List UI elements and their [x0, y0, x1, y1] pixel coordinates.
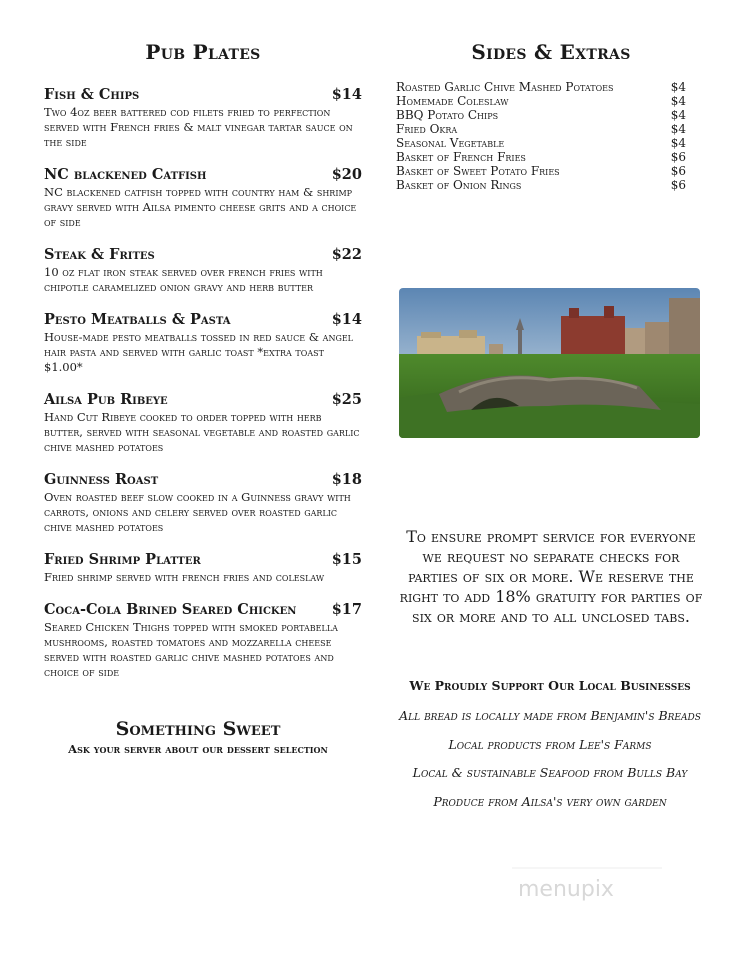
side-name: BBQ Potato Chips [396, 108, 499, 122]
item-description: Hand Cut Ribeye cooked to order topped with herb butter, served with seasonal vegetable and roasted garlic chive mashed potatoes [44, 410, 360, 454]
list-item [396, 164, 706, 178]
item-name: Fish & Chips [44, 86, 140, 103]
side-price: $4 [670, 136, 686, 150]
item-price: $17 [331, 601, 362, 618]
item-description: Oven roasted beef slow cooked in a Guinness gravy with carrots, onions and celery served over roasted garlic chive mashed potatoes [44, 490, 351, 534]
dessert-title: Something Sweet [115, 718, 281, 740]
side-price: $4 [670, 80, 686, 94]
dessert-subtitle: Ask your server about our dessert selection [68, 742, 328, 756]
support-title: We Proudly Support Our Local Businesses [409, 678, 691, 693]
menu-item [44, 391, 362, 455]
item-description: NC blackened catfish topped with country ham & shrimp gravy served with Ailsa pimento cheese grits and a choice of side [44, 185, 357, 229]
dessert-section [44, 718, 352, 756]
item-description: Fried shrimp served with french fries and coleslaw [44, 570, 325, 584]
item-price: $14 [331, 311, 362, 328]
side-price: $6 [670, 178, 686, 192]
pub-plates-title: Pub Plates [145, 40, 261, 64]
menu-item [44, 246, 362, 295]
menu-item [44, 166, 362, 230]
menu-item [44, 471, 362, 535]
support-list [390, 708, 710, 822]
list-item [396, 94, 706, 108]
golf-course-photo [399, 288, 700, 438]
pub-plates-section [44, 40, 362, 696]
item-name: Coca-Cola Brined Seared Chicken [44, 601, 297, 618]
item-description: 10 oz flat iron steak served over french fries with chipotle caramelized onion gravy and herb butter [44, 265, 323, 294]
menu-item [44, 311, 362, 375]
side-name: Fried Okra [396, 122, 458, 136]
list-item [396, 80, 706, 94]
item-price: $25 [331, 391, 362, 408]
side-price: $4 [670, 94, 686, 108]
side-price: $6 [670, 164, 686, 178]
side-name: Seasonal Vegetable [396, 136, 505, 150]
support-line: All bread is locally made from Benjamin's Breads [399, 708, 701, 723]
list-item [396, 150, 706, 164]
support-line: Local & sustainable Seafood from Bulls Bay [412, 765, 688, 780]
menu-item [44, 551, 362, 585]
side-name: Roasted Garlic Chive Mashed Potatoes [396, 80, 614, 94]
svg-text:menupix: menupix [518, 877, 614, 902]
side-name: Basket of Sweet Potato Fries [396, 164, 560, 178]
menupix-watermark [512, 864, 662, 904]
side-price: $4 [670, 108, 686, 122]
item-price: $18 [331, 471, 362, 488]
support-line: Local products from Lee's Farms [448, 736, 652, 752]
list-item [396, 178, 706, 192]
sides-title: Sides & Extras [471, 40, 631, 64]
item-name: Guinness Roast [44, 471, 159, 488]
item-name: Pesto Meatballs & Pasta [44, 311, 231, 328]
list-item [396, 136, 706, 150]
side-name: Homemade Coleslaw [396, 94, 509, 108]
item-name: Fried Shrimp Platter [44, 551, 201, 568]
list-item [396, 122, 706, 136]
item-description: House-made pesto meatballs tossed in red sauce & angel hair pasta and served with garlic toast *extra toast $1.00* [44, 330, 353, 374]
service-notice: To ensure prompt service for everyone we request no separate checks for parties of six or more. We reserve the right to add 18% gratuity for parties of six or more and to all unclosed tabs. [399, 527, 703, 626]
side-name: Basket of French Fries [396, 150, 526, 164]
item-name: Ailsa Pub Ribeye [44, 391, 168, 408]
item-description: Two 4oz beer battered cod filets fried to perfection served with French fries & malt vinegar tartar sauce on the side [44, 105, 353, 149]
item-name: Steak & Frites [44, 246, 155, 263]
sides-list [396, 80, 706, 192]
item-price: $22 [331, 246, 362, 263]
item-price: $14 [331, 86, 362, 103]
item-name: NC blackened Catfish [44, 166, 207, 183]
side-price: $4 [670, 122, 686, 136]
support-line: Produce from Ailsa's very own garden [433, 793, 667, 809]
menu-item [44, 86, 362, 150]
sides-section [396, 40, 706, 192]
list-item [396, 108, 706, 122]
side-name: Basket of Onion Rings [396, 178, 522, 192]
menu-item [44, 601, 362, 680]
item-price: $15 [331, 551, 362, 568]
side-price: $6 [670, 150, 686, 164]
item-description: Seared Chicken Thighs topped with smoked portabella mushrooms, roasted tomatoes and mozzarella cheese served with roasted garlic chive mashed potatoes and choice of side [44, 620, 338, 679]
item-price: $20 [331, 166, 362, 183]
